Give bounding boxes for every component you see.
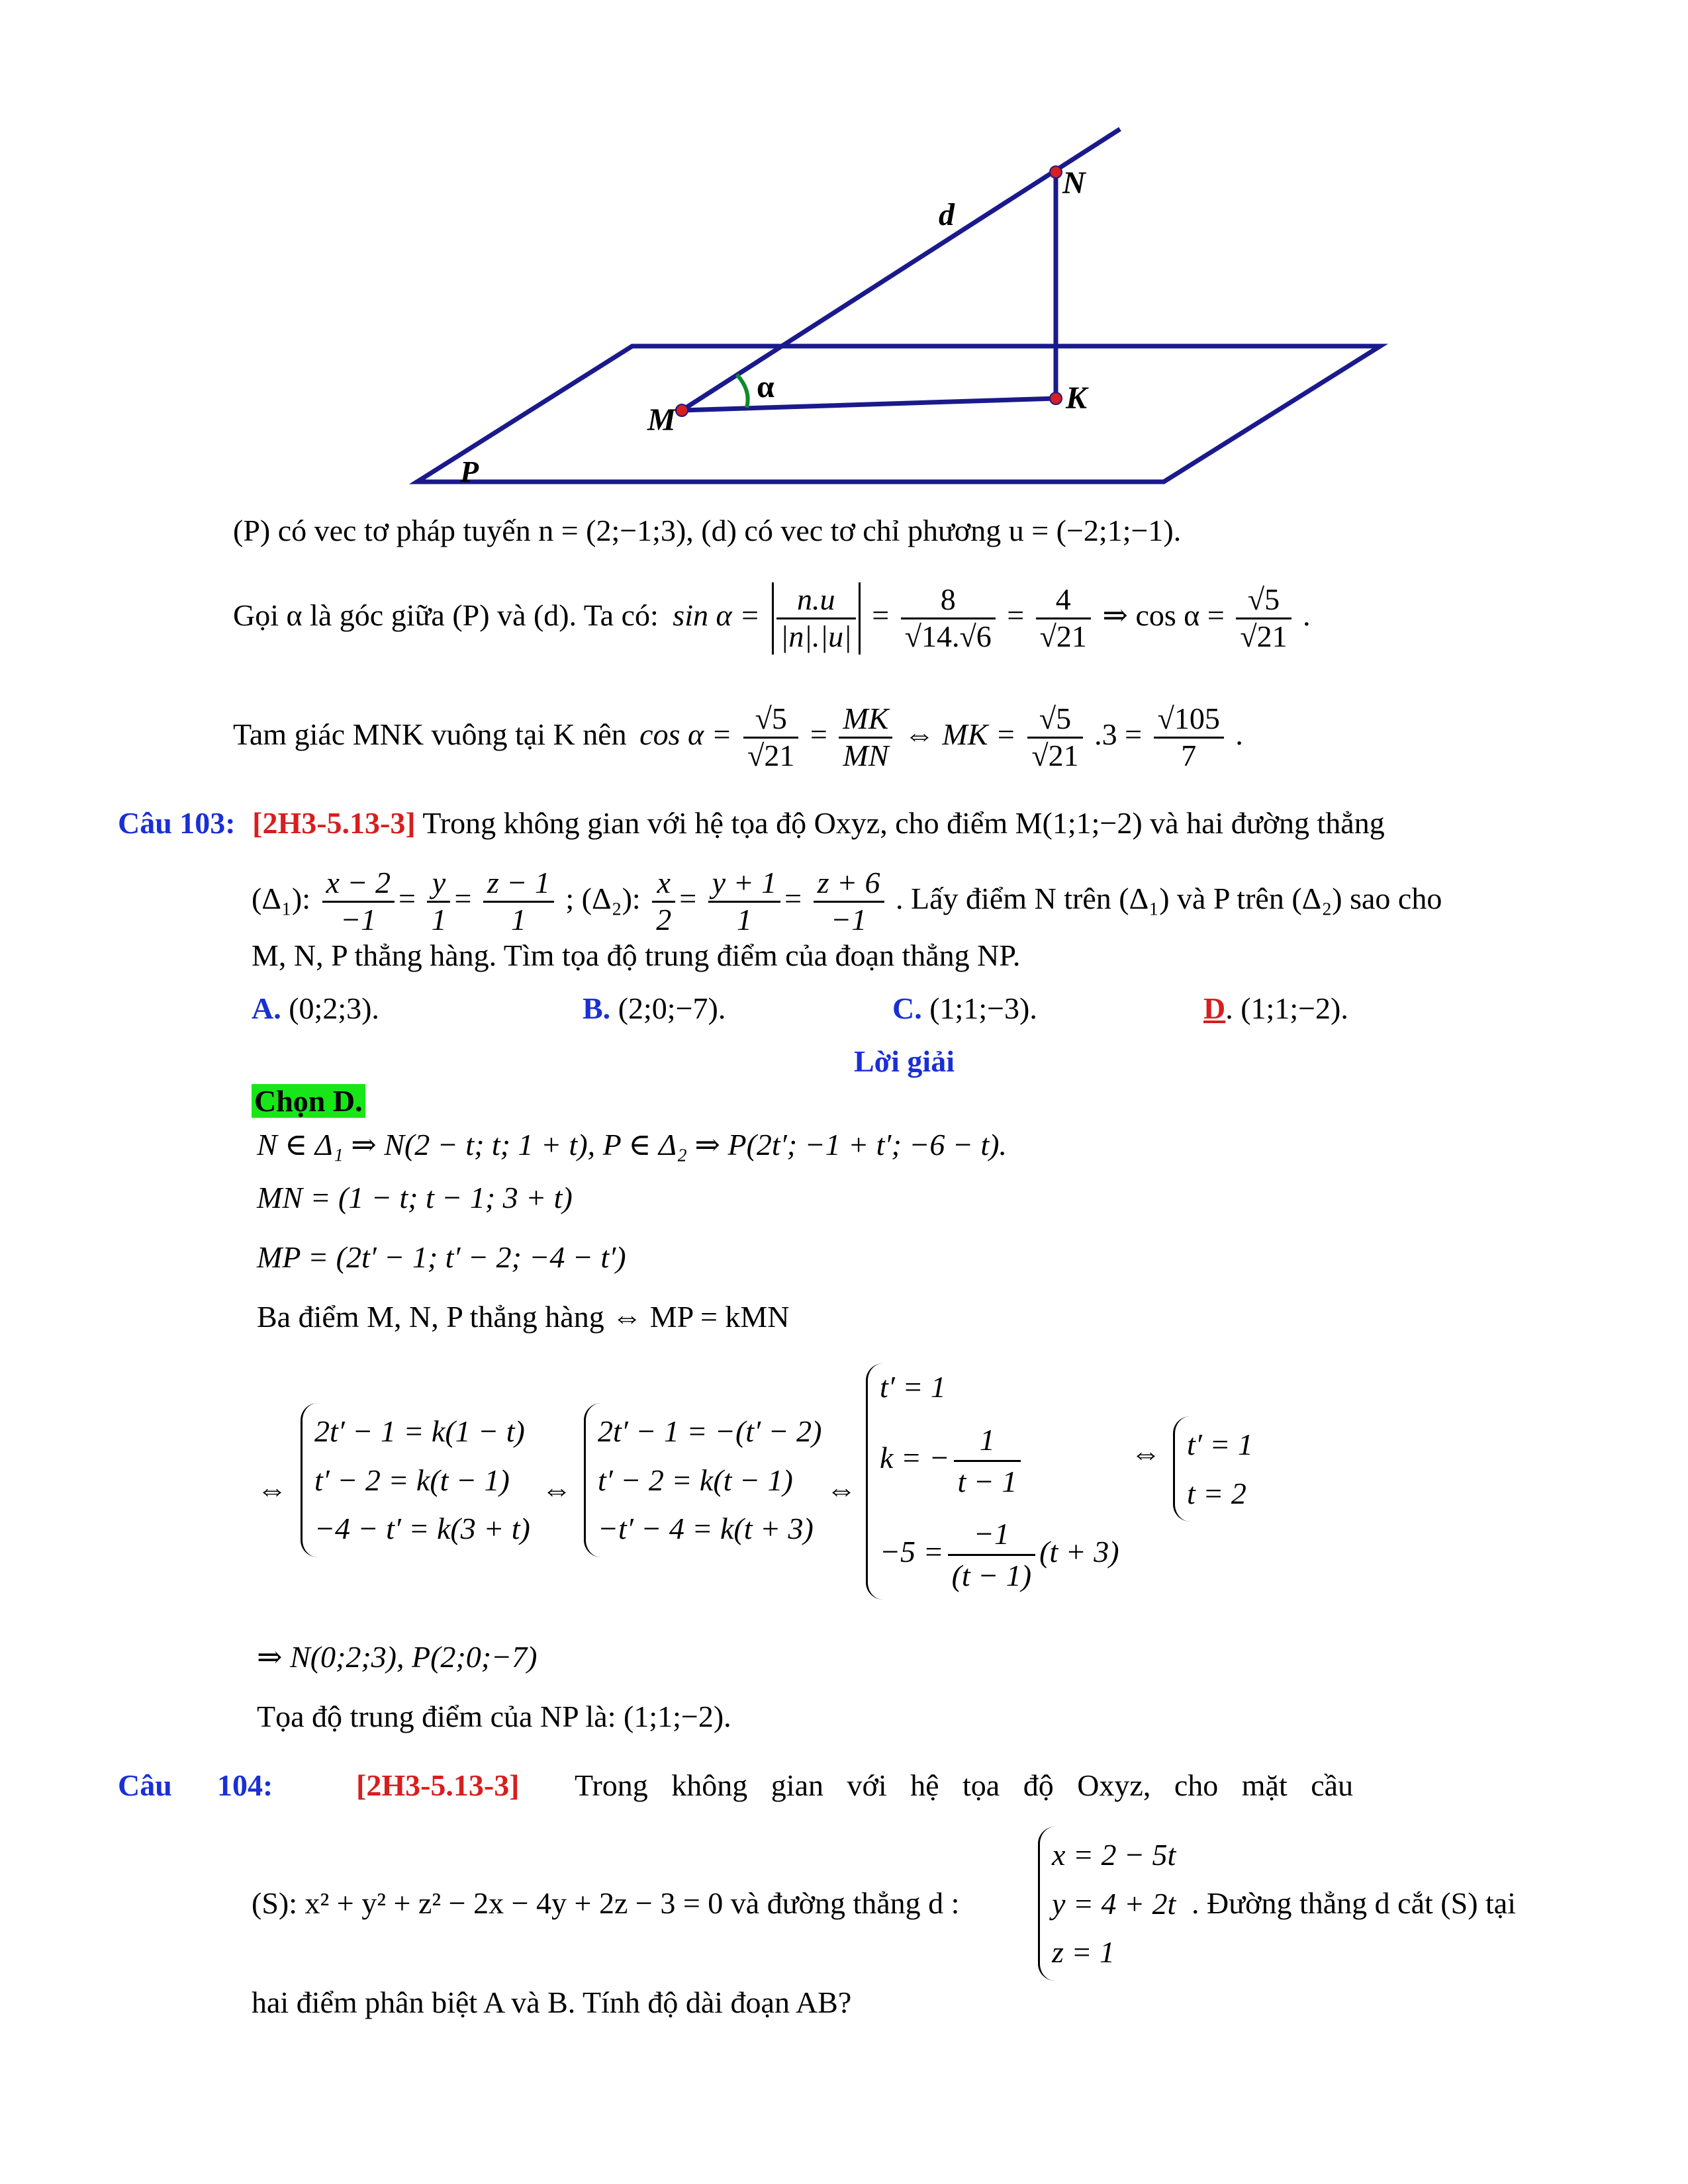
d1-f3-den: 1 (510, 902, 526, 936)
period: . (1303, 598, 1311, 632)
period-2: . (1235, 717, 1243, 751)
iff-1: ⇔ (257, 1473, 287, 1506)
mk-frac-4-num: √105 (1154, 702, 1224, 739)
iff-3: ⇔ (826, 1473, 857, 1506)
q104-num: 104: (217, 1768, 273, 1802)
segment-mk (682, 398, 1056, 410)
mk-frac-1 (743, 702, 798, 774)
q104-stem-3: hai điểm phân biệt A và B. Tính độ dài đoạn AB? (252, 1985, 852, 2019)
mk-mul: .3 = (1094, 717, 1143, 751)
d2-frac-2 (708, 866, 780, 938)
q104-label: Câu (118, 1768, 172, 1802)
iff-4: ⇔ (1131, 1436, 1161, 1470)
d1-f2-den: 1 (431, 902, 447, 936)
system-1 (301, 1403, 530, 1557)
d1-f1-den: −1 (340, 902, 377, 936)
cos-label: ⇒ cos α = (1102, 598, 1225, 632)
geometry-figure (0, 0, 1688, 503)
option-b-text: (2;0;−7). (618, 991, 726, 1025)
cos-num: √5 (1236, 582, 1291, 619)
mk-frac-3-num: √5 (1027, 702, 1082, 739)
option-b[interactable] (583, 991, 726, 1026)
q103-step-3: MP = (2t′ − 1; t′ − 2; −4 − t′) (257, 1240, 626, 1274)
label-d: d (939, 197, 955, 232)
eq-sign-3: = (810, 717, 827, 751)
d2-frac-3 (814, 866, 884, 938)
label-m: M (647, 402, 676, 437)
mk-intro-text: Tam giác MNK vuông tại K nên (233, 717, 627, 751)
angle-arc (737, 375, 748, 408)
point-k (1050, 392, 1062, 404)
choose-answer (252, 1084, 365, 1119)
d1-frac-1 (322, 866, 395, 938)
option-c-letter: C. (892, 991, 922, 1025)
q103-delta1-label: (Δ₁): (252, 881, 311, 915)
sin-label: sin α = (673, 598, 761, 632)
mk-frac-2-den: MN (843, 738, 889, 772)
q103-stem-1: Trong không gian với hệ tọa độ Oxyz, cho điểm M(1;1;−2) và hai đường thẳng (422, 806, 1385, 840)
q103-label: Câu 103: (118, 806, 236, 840)
q103-step-4: Ba điểm M, N, P thẳng hàng ⇔ MP = kMN (257, 1300, 790, 1334)
mk-frac-4 (1154, 702, 1224, 774)
cos-label-2: cos α = (639, 717, 732, 751)
mk-frac-2-num: MK (839, 702, 892, 739)
q103-step-6: Tọa độ trung điểm của NP là: (1;1;−2). (257, 1700, 731, 1733)
q104-sys-row-3: z = 1 (1052, 1935, 1115, 1970)
eq-sign-2: = (1007, 598, 1025, 632)
point-n (1050, 166, 1062, 178)
label-n: N (1062, 165, 1086, 201)
d2-frac-1 (652, 866, 675, 938)
solution-heading: Lời giải (854, 1044, 955, 1078)
sys2-row-1: 2t′ − 1 = −(t′ − 2) (598, 1414, 822, 1448)
q103-stem-2c: . Lấy điểm N trên (Δ₁) và P trên (Δ₂) sao cho (896, 881, 1442, 915)
system-2 (584, 1403, 822, 1557)
sys1-row-3: −4 − t′ = k(3 + t) (314, 1512, 530, 1546)
frac3-den: √21 (1039, 619, 1087, 653)
q103-delta2-label: ; (Δ₂): (565, 881, 641, 915)
sys4-row-1: t′ = 1 (1187, 1428, 1253, 1461)
q104-sphere-eq: (S): x² + y² + z² − 2x − 4y + 2z − 3 = 0 và đường thẳng d : (252, 1886, 960, 1920)
d1-f2-num: y (427, 866, 450, 903)
sys2-row-2: t′ − 2 = k(t − 1) (598, 1463, 793, 1497)
q104-stem-1: Trong không gian với hệ tọa độ Oxyz, cho mặt cầu (575, 1768, 1354, 1802)
q103-code: [2H3-5.13-3] (252, 806, 416, 840)
option-d-text: . (1;1;−2). (1225, 991, 1348, 1025)
q103-step-2: MN = (1 − t; t − 1; 3 + t) (257, 1181, 573, 1214)
label-k: K (1066, 381, 1088, 416)
cos-den: √21 (1240, 619, 1288, 653)
sys1-row-1: 2t′ − 1 = k(1 − t) (314, 1414, 525, 1448)
iff-2: ⇔ (541, 1473, 572, 1506)
q104-code: [2H3-5.13-3] (356, 1768, 520, 1802)
q104-sys-row-2: y = 4 + 2t (1052, 1886, 1176, 1921)
q104-stem-2b: . Đường thẳng d cắt (S) tại (1192, 1886, 1516, 1920)
q103-step-5: ⇒ N(0;2;3), P(2;0;−7) (257, 1640, 538, 1674)
q103-step-1: N ∈ Δ₁ ⇒ N(2 − t; t; 1 + t), P ∈ Δ₂ ⇒ P(2t′; −1 + t′; −6 − t). (257, 1128, 1007, 1161)
sys2-row-3: −t′ − 4 = k(t + 3) (598, 1512, 814, 1546)
d2-f3-den: −1 (831, 902, 867, 936)
sys1-row-2: t′ − 2 = k(t − 1) (314, 1463, 510, 1497)
option-c[interactable] (892, 991, 1037, 1026)
q104-line-system (1038, 1827, 1176, 1981)
label-p: P (460, 455, 479, 488)
eq-sign: = (872, 598, 890, 632)
q103-lines: (Δ₁): $\frac{x - 2}{-1}$ = $\frac{y}{1}$ = $\frac{z - 1}{1}$ ; (Δ₂): $\frac{x}{2}$ = $\frac{y + 1}{1}$ = $\frac{z + 6}{-1}$ . Lấy điểm N trên (Δ₁) và P trên (Δ₂) sao cho (252, 866, 1442, 936)
mk-frac-1-den: √21 (747, 738, 795, 772)
option-c-text: (1;1;−3). (929, 991, 1037, 1025)
d1-frac-2 (427, 866, 450, 938)
d2-f3-num: z + 6 (814, 866, 884, 903)
plane-p (417, 346, 1380, 482)
frac2-den: √14.√6 (904, 619, 992, 653)
d2-f1-num: x (652, 866, 675, 903)
system-4 (1173, 1416, 1253, 1522)
choose-answer-text: Chọn D. (252, 1084, 365, 1118)
d1-f1-num: x − 2 (322, 866, 395, 903)
frac3-num: 4 (1036, 582, 1091, 619)
q103-header (118, 806, 1385, 841)
sys4-row-2: t = 2 (1187, 1476, 1246, 1510)
frac2-num: 8 (901, 582, 996, 619)
sin-fraction-2 (901, 582, 996, 655)
mk-frac-4-den: 7 (1181, 738, 1197, 772)
sin-numerator: n.u (776, 582, 856, 619)
point-m (676, 404, 688, 416)
mk-equals: ⇔ MK = (904, 717, 1016, 751)
option-b-letter: B. (583, 991, 611, 1025)
mk-frac-3 (1027, 702, 1082, 774)
q103-stem-3: M, N, P thẳng hàng. Tìm tọa độ trung điểm của đoạn thẳng NP. (252, 938, 1021, 972)
normal-vector-line: (P) có vec tơ pháp tuyến n = (2;−1;3), (d) có vec tơ chỉ phương u = (−2;1;−1). (233, 514, 1182, 547)
d1-frac-3 (483, 866, 554, 938)
sin-fraction-3 (1036, 582, 1091, 655)
sin-fraction (772, 582, 861, 655)
angle-sin-line (233, 582, 1311, 655)
sys3-row-1: t′ = 1 (880, 1370, 946, 1404)
mk-frac-2 (839, 702, 892, 774)
option-a-letter: A. (252, 991, 281, 1025)
option-a[interactable] (252, 991, 379, 1026)
option-a-text: (0;2;3). (289, 991, 379, 1025)
mk-frac-1-num: √5 (743, 702, 798, 739)
system-3 (866, 1363, 1119, 1600)
sys3-row-2: k = − $\frac{1}{t - 1}$ (880, 1420, 1119, 1502)
d2-f1-den: 2 (656, 902, 672, 936)
d2-f2-den: 1 (736, 902, 752, 936)
option-d-letter: D (1203, 991, 1226, 1025)
mk-line (233, 702, 1243, 774)
d1-f3-num: z − 1 (483, 866, 554, 903)
sys3-row-3: −5 = $\frac{-1}{(t - 1)}$ (t + 3) (880, 1514, 1119, 1596)
mk-frac-3-den: √21 (1031, 738, 1079, 772)
sin-denominator: |n|.|u| (780, 619, 852, 653)
option-d[interactable] (1203, 991, 1348, 1026)
d2-f2-num: y + 1 (708, 866, 780, 903)
label-alpha: α (757, 369, 774, 404)
cos-fraction (1236, 582, 1291, 655)
q104-sys-row-1: x = 2 − 5t (1052, 1838, 1176, 1872)
angle-intro-text: Gọi α là góc giữa (P) và (d). Ta có: (233, 598, 659, 632)
